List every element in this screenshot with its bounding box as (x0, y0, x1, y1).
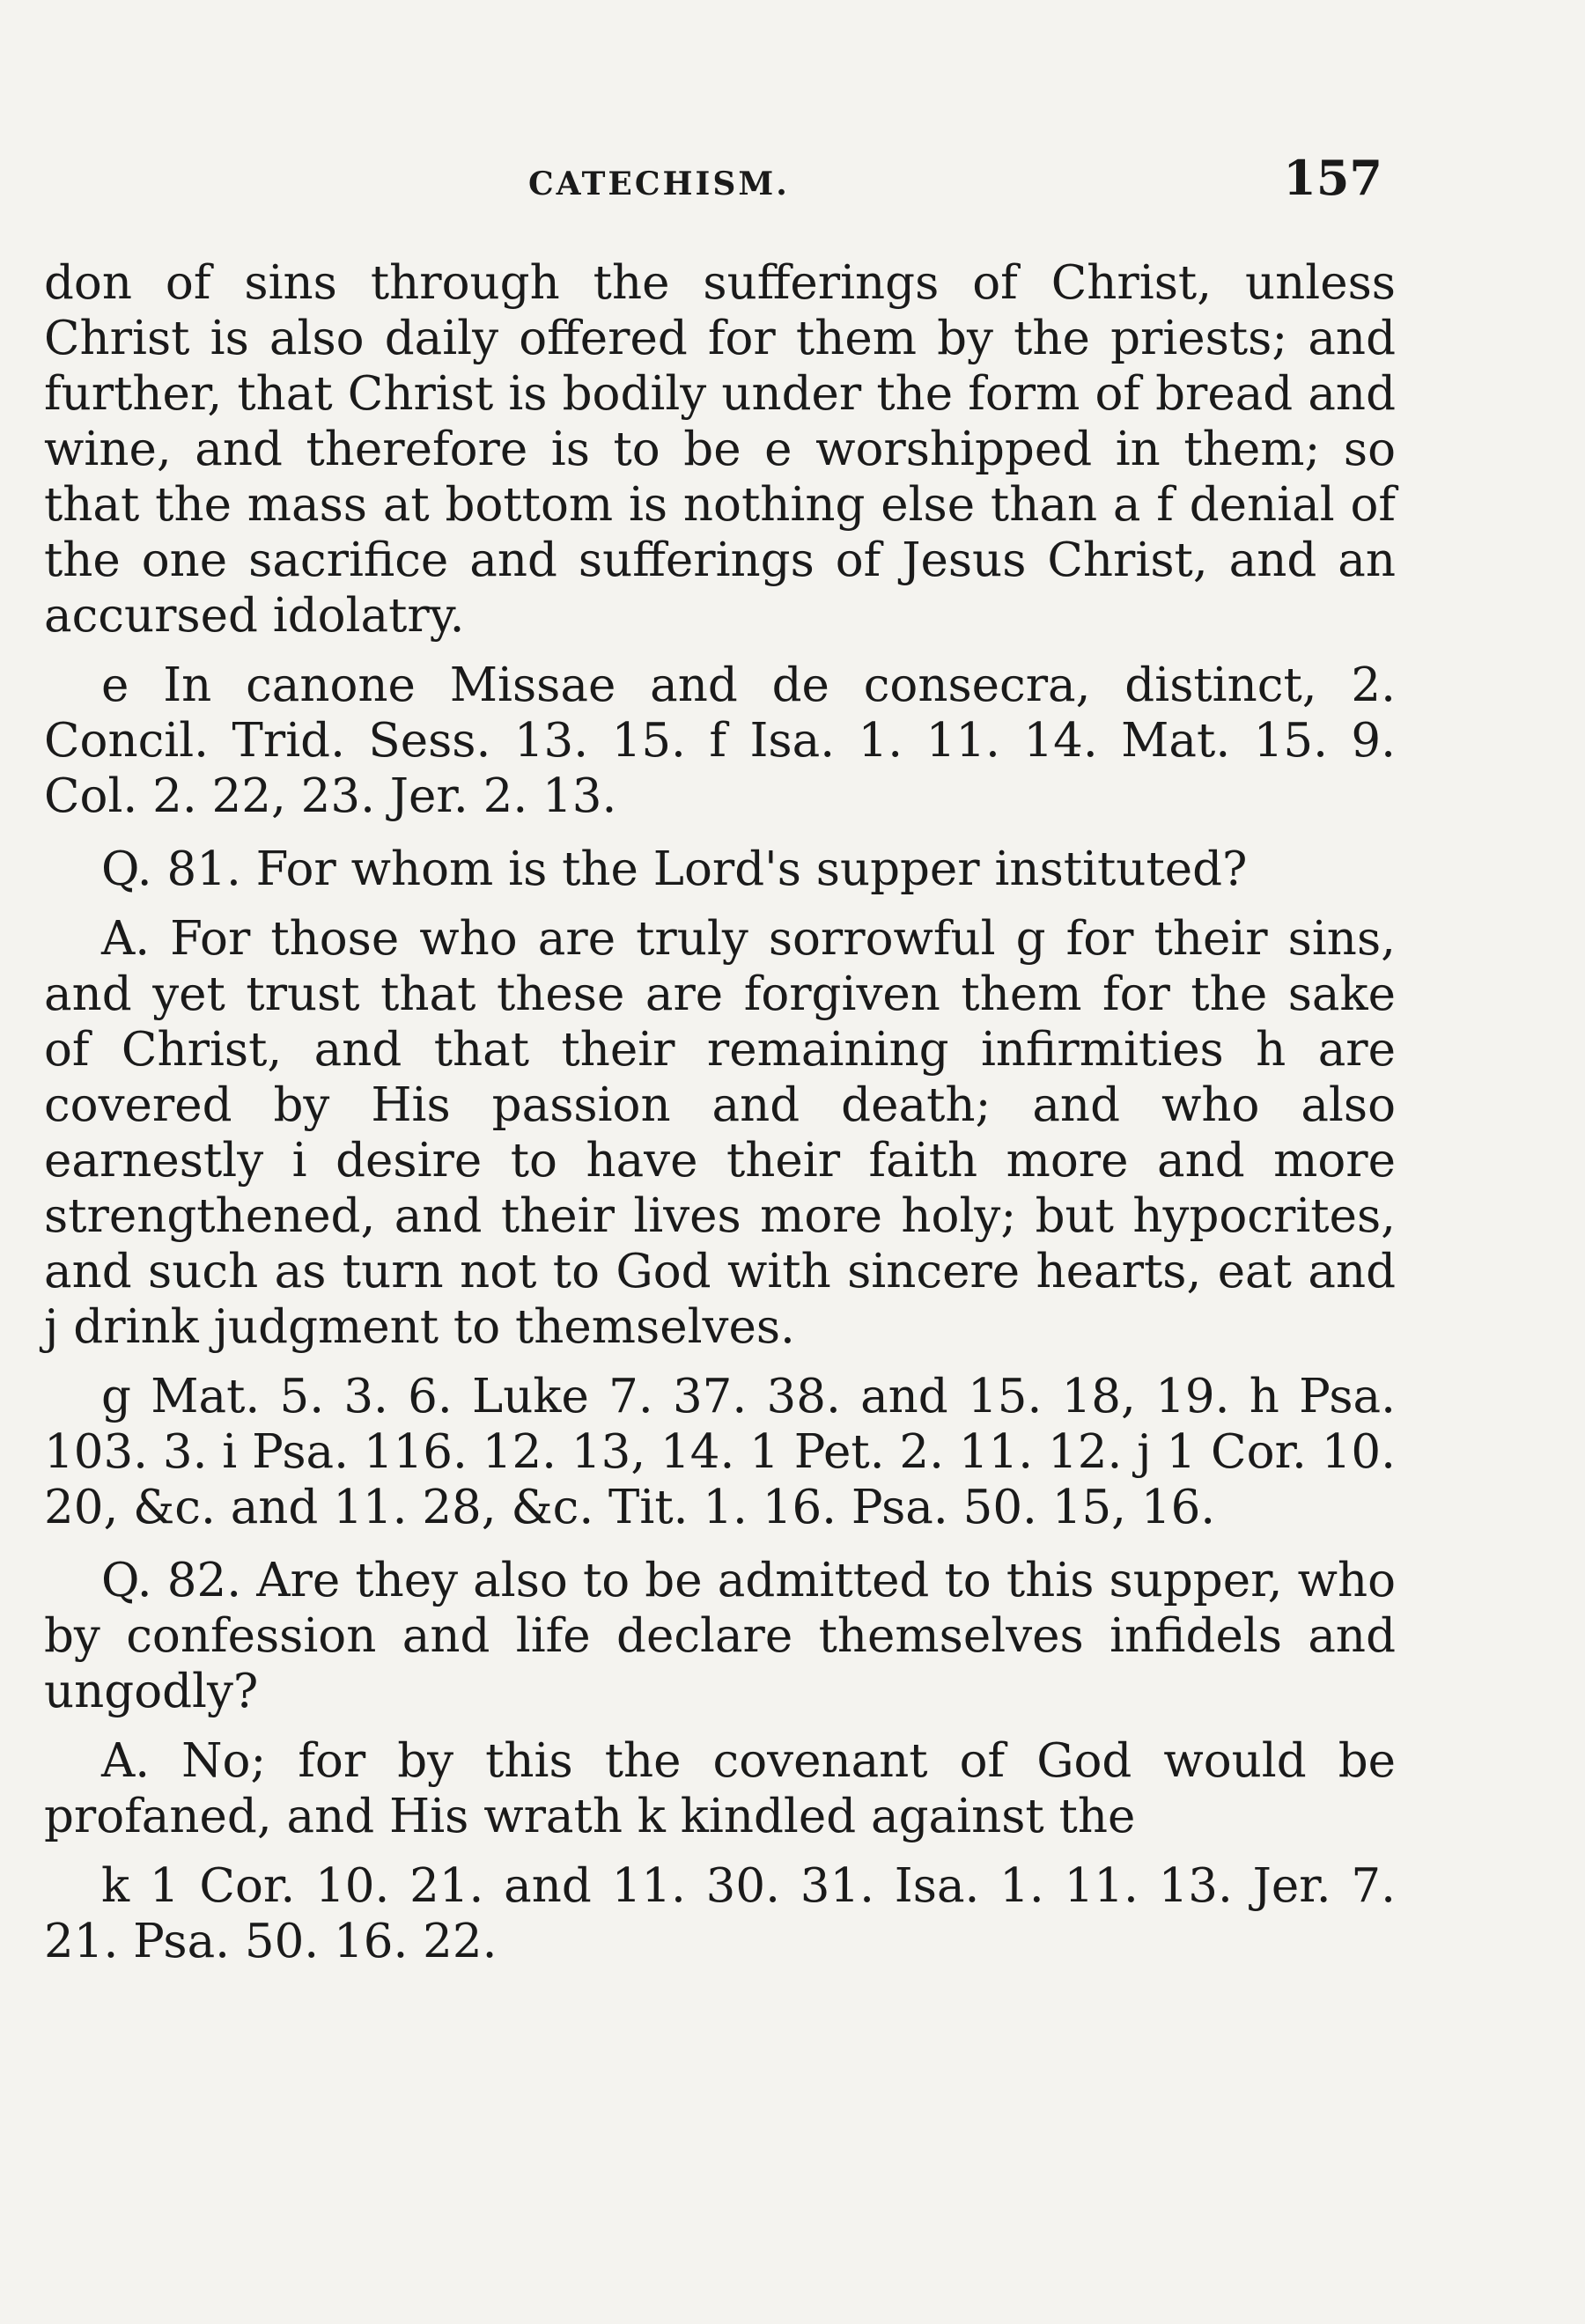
page-body (44, 255, 1396, 1987)
running-head: CATECHISM. (528, 165, 790, 202)
answer-82: A. No; for by this the covenant of God would be profaned, and His wrath k kindled against the (44, 1734, 1396, 1843)
page-number: 157 (1283, 150, 1382, 206)
question-82: Q. 82. Are they also to be admitted to this supper, who by confession and life declare themselves infidels and ungodly? (44, 1554, 1396, 1718)
footnotes-g-j: g Mat. 5. 3. 6. Luke 7. 37. 38. and 15. 18, 19. h Psa. 103. 3. i Psa. 116. 12. 13, 14. 1 Pet. 2. 11. 12. j 1 Cor. 10. 20, &c. and 11. 28, &c. Tit. 1. 16. Psa. 50. 15, 16. (44, 1370, 1396, 1534)
page-header (44, 150, 1382, 211)
footnotes-e-f: e In canone Missae and de consecra, distinct, 2. Concil. Trid. Sess. 13. 15. f Isa. 1. 11. 14. Mat. 15. 9. Col. 2. 22, 23. Jer. 2. 13. (44, 658, 1396, 823)
question-81: Q. 81. For whom is the Lord's supper instituted? (101, 842, 1248, 896)
continuation-paragraph: don of sins through the sufferings of Christ, unless Christ is also daily offered for them by the priests; and further, that Christ is bodily under the form of bread and wine, and therefore is to be e worshipped in them; so that the mass at bottom is nothing else than a f denial of the one sacrifice and sufferings of Jesus Christ, and an accursed idolatry. (44, 256, 1396, 643)
answer-81: A. For those who are truly sorrowful g for their sins, and yet trust that these are forgiven them for the sake of Christ, and that their remaining infirmities h are covered by His passion and death; and who also earnestly i desire to have their faith more and more strengthened, and their lives more holy; but hypocrites, and such as turn not to God with sincere hearts, eat and j drink judgment to themselves. (44, 912, 1396, 1354)
footnotes-k: k 1 Cor. 10. 21. and 11. 30. 31. Isa. 1. 11. 13. Jer. 7. 21. Psa. 50. 16. 22. (44, 1859, 1396, 1968)
